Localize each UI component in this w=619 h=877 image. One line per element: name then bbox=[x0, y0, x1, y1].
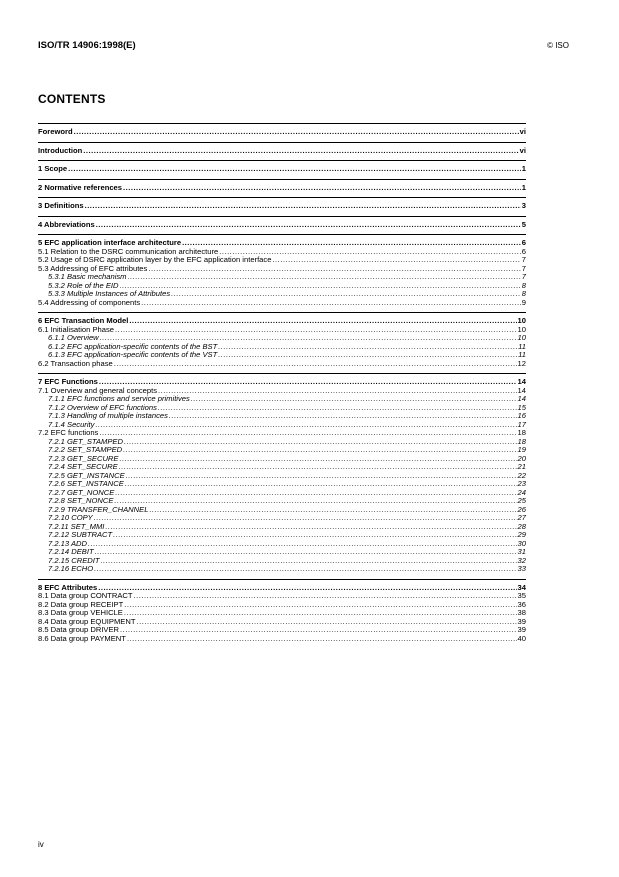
dot-leader bbox=[115, 489, 516, 498]
toc-entry-title: 7.2.10 COPY bbox=[48, 513, 93, 522]
dot-leader bbox=[191, 395, 517, 404]
dot-leader bbox=[120, 626, 517, 635]
toc-entry-title: 6 EFC Transaction Model bbox=[38, 316, 129, 325]
toc-entry-title: 7.1.3 Handling of multiple instances bbox=[48, 411, 168, 420]
dot-leader bbox=[158, 404, 517, 413]
toc-entry[interactable] bbox=[38, 635, 526, 644]
dot-leader bbox=[272, 256, 520, 265]
toc-entry-page: 14 bbox=[517, 385, 526, 395]
dot-leader bbox=[126, 472, 517, 481]
toc-entry-page: 1 bbox=[521, 182, 526, 192]
toc-entry-page: 22 bbox=[517, 470, 526, 480]
toc-entry[interactable] bbox=[38, 165, 526, 174]
toc-entry-page: 7 bbox=[521, 263, 526, 273]
toc-entry[interactable] bbox=[38, 147, 526, 156]
toc-entry-title: 7.1 Overview and general concepts bbox=[38, 385, 158, 395]
toc-entry-title: 7.2.11 SET_MMI bbox=[48, 521, 105, 531]
copyright-notice: © ISO bbox=[547, 41, 569, 50]
page-title: CONTENTS bbox=[38, 92, 106, 106]
dot-leader bbox=[119, 463, 517, 472]
dot-leader bbox=[128, 273, 521, 282]
section-divider bbox=[38, 234, 526, 235]
section-divider bbox=[38, 160, 526, 161]
toc-entry-page: 1 bbox=[521, 164, 526, 173]
dot-leader bbox=[94, 514, 517, 523]
dot-leader bbox=[149, 506, 516, 515]
toc-entry-page: 36 bbox=[517, 599, 526, 609]
toc-entry-page: 23 bbox=[517, 479, 526, 488]
dot-leader bbox=[88, 540, 517, 549]
toc-entry-page: 10 bbox=[517, 333, 526, 342]
dot-leader bbox=[123, 446, 516, 455]
section-divider bbox=[38, 197, 526, 198]
dot-leader bbox=[99, 429, 516, 438]
toc-entry-page: 26 bbox=[517, 504, 526, 514]
table-of-contents bbox=[38, 118, 526, 643]
toc-entry-page: 38 bbox=[517, 608, 526, 617]
toc-entry-page: 10 bbox=[517, 324, 526, 334]
toc-entry-page: 28 bbox=[517, 521, 526, 531]
section-divider bbox=[38, 179, 526, 180]
toc-entry-page: 18 bbox=[517, 428, 526, 437]
toc-entry[interactable] bbox=[38, 202, 526, 211]
toc-entry[interactable] bbox=[38, 506, 526, 515]
toc-entry-page: 3 bbox=[521, 201, 526, 210]
toc-entry-title: 4 Abbreviations bbox=[38, 219, 95, 229]
toc-entry-page: 6 bbox=[521, 246, 526, 256]
toc-entry-page: 19 bbox=[517, 445, 526, 454]
toc-entry-title: 7.2.6 SET_INSTANCE bbox=[48, 479, 124, 488]
toc-entry-title: 8.3 Data group VEHICLE bbox=[38, 608, 123, 617]
toc-entry-page: 8 bbox=[521, 280, 526, 290]
toc-entry-title: 6.1 Initialisation Phase bbox=[38, 324, 114, 334]
toc-entry-page: 10 bbox=[517, 316, 526, 325]
dot-leader bbox=[95, 548, 517, 557]
toc-entry-page: 8 bbox=[521, 289, 526, 298]
dot-leader bbox=[68, 165, 521, 174]
dot-leader bbox=[85, 202, 521, 211]
toc-entry-title: 8 EFC Attributes bbox=[38, 582, 98, 592]
toc-entry-title: 7.1.4 Security bbox=[48, 419, 95, 429]
toc-entry-title: 8.2 Data group RECEIPT bbox=[38, 599, 124, 609]
section-divider bbox=[38, 123, 526, 124]
dot-leader bbox=[99, 378, 517, 387]
toc-entry-title: 7.2.3 GET_SECURE bbox=[48, 453, 119, 463]
toc-entry-title: 8.1 Data group CONTRACT bbox=[38, 591, 133, 600]
toc-entry-title: 7.2.12 SUBTRACT bbox=[48, 530, 113, 539]
dot-leader bbox=[124, 601, 516, 610]
dot-leader bbox=[134, 592, 517, 601]
toc-entry-page: 30 bbox=[517, 538, 526, 548]
toc-entry-page: 33 bbox=[517, 564, 526, 573]
dot-leader bbox=[83, 147, 518, 156]
toc-entry-page: 14 bbox=[517, 377, 526, 386]
toc-entry-title: 5 EFC application interface architecture bbox=[38, 238, 182, 247]
dot-leader bbox=[137, 618, 517, 627]
toc-entry-title: 7.2.15 CREDIT bbox=[48, 555, 100, 565]
toc-entry[interactable] bbox=[38, 128, 526, 137]
toc-entry-title: 5.3.1 Basic mechanism bbox=[48, 272, 127, 281]
toc-entry-page: 40 bbox=[517, 633, 526, 643]
toc-entry-title: 7.1.1 EFC functions and service primitives bbox=[48, 394, 190, 403]
toc-entry[interactable] bbox=[38, 557, 526, 566]
dot-leader bbox=[113, 531, 516, 540]
toc-entry-page: 32 bbox=[517, 555, 526, 565]
toc-entry-title: 7 EFC Functions bbox=[38, 377, 98, 386]
toc-entry-page: 11 bbox=[518, 341, 526, 351]
dot-leader bbox=[148, 265, 520, 274]
toc-entry-page: 39 bbox=[517, 625, 526, 634]
toc-entry-title: 5.3.2 Role of the EID bbox=[48, 280, 119, 290]
toc-entry-title: 7.2.1 GET_STAMPED bbox=[48, 436, 123, 446]
toc-entry[interactable] bbox=[38, 326, 526, 335]
toc-entry-title: 8.4 Data group EQUIPMENT bbox=[38, 616, 136, 626]
toc-entry[interactable] bbox=[38, 514, 526, 523]
toc-entry-title: 7.2.4 SET_SECURE bbox=[48, 462, 118, 471]
toc-entry-page: 24 bbox=[517, 487, 526, 497]
toc-entry-page: 7 bbox=[521, 255, 526, 264]
toc-entry[interactable] bbox=[38, 548, 526, 557]
toc-entry-title: 5.1 Relation to the DSRC communication architecture bbox=[38, 246, 219, 256]
toc-entry-title: 6.1.1 Overview bbox=[48, 333, 99, 342]
dot-leader bbox=[171, 290, 521, 299]
dot-leader bbox=[98, 584, 516, 593]
toc-entry-title: 7.2.5 GET_INSTANCE bbox=[48, 470, 125, 480]
toc-entry[interactable] bbox=[38, 412, 526, 421]
toc-entry-title: 7.2.7 GET_NONCE bbox=[48, 487, 115, 497]
toc-entry-title: 5.3.3 Multiple Instances of Attributes bbox=[48, 289, 171, 298]
toc-entry-title: 7.2 EFC functions bbox=[38, 428, 99, 437]
toc-entry-page: 21 bbox=[517, 462, 526, 471]
dot-leader bbox=[119, 455, 516, 464]
toc-entry-title: 5.3 Addressing of EFC attributes bbox=[38, 263, 148, 273]
dot-leader bbox=[169, 412, 517, 421]
toc-entry-page: 31 bbox=[517, 547, 526, 556]
toc-entry-page: 27 bbox=[517, 513, 526, 522]
toc-entry[interactable] bbox=[38, 360, 526, 369]
toc-entry-title: Foreword bbox=[38, 127, 73, 136]
toc-entry-page: 34 bbox=[517, 582, 526, 592]
toc-entry-page: 11 bbox=[518, 350, 526, 359]
dot-leader bbox=[182, 239, 521, 248]
toc-entry-title: 1 Scope bbox=[38, 164, 68, 173]
toc-entry-page: 20 bbox=[517, 453, 526, 463]
toc-entry[interactable] bbox=[38, 531, 526, 540]
toc-entry-title: 7.2.9 TRANSFER_CHANNEL bbox=[48, 504, 149, 514]
toc-entry-title: 7.2.13 ADD bbox=[48, 538, 87, 548]
dot-leader bbox=[114, 360, 517, 369]
toc-entry-title: 8.6 Data group PAYMENT bbox=[38, 633, 126, 643]
section-divider bbox=[38, 579, 526, 580]
toc-entry[interactable] bbox=[38, 299, 526, 308]
toc-entry-title: 2 Normative references bbox=[38, 182, 122, 192]
toc-entry[interactable] bbox=[38, 221, 526, 230]
dot-leader bbox=[114, 497, 516, 506]
toc-entry-title: 7.2.16 ECHO bbox=[48, 564, 94, 573]
dot-leader bbox=[158, 387, 517, 396]
dot-leader bbox=[74, 128, 519, 137]
toc-entry-page: 16 bbox=[517, 411, 526, 420]
toc-entry-title: 8.5 Data group DRIVER bbox=[38, 625, 120, 634]
toc-entry[interactable] bbox=[38, 565, 526, 574]
toc-entry-page: 15 bbox=[517, 402, 526, 412]
dot-leader bbox=[141, 299, 521, 308]
dot-leader bbox=[95, 421, 516, 430]
dot-leader bbox=[127, 635, 517, 644]
page-number: iv bbox=[38, 840, 44, 849]
section-divider bbox=[38, 216, 526, 217]
dot-leader bbox=[124, 438, 517, 447]
toc-entry-page: 39 bbox=[517, 616, 526, 626]
section-divider bbox=[38, 142, 526, 143]
dot-leader bbox=[125, 480, 517, 489]
dot-leader bbox=[105, 523, 516, 532]
dot-leader bbox=[218, 343, 517, 352]
toc-entry-title: 7.2.14 DEBIT bbox=[48, 547, 94, 556]
dot-leader bbox=[123, 184, 521, 193]
toc-entry-title: 7.2.8 SET_NONCE bbox=[48, 496, 114, 505]
section-divider bbox=[38, 312, 526, 313]
toc-entry-page: 14 bbox=[517, 394, 526, 403]
toc-entry-title: 5.2 Usage of DSRC application layer by the EFC application interface bbox=[38, 255, 272, 264]
section-divider bbox=[38, 373, 526, 374]
toc-entry-title: 7.2.2 SET_STAMPED bbox=[48, 445, 123, 454]
dot-leader bbox=[101, 557, 517, 566]
toc-entry-page: 25 bbox=[517, 496, 526, 505]
toc-entry-page: vi bbox=[519, 145, 526, 155]
toc-entry-page: 7 bbox=[521, 272, 526, 281]
toc-entry-page: 9 bbox=[521, 297, 526, 307]
toc-entry-page: 12 bbox=[517, 358, 526, 368]
dot-leader bbox=[124, 609, 517, 618]
dot-leader bbox=[94, 565, 516, 574]
toc-entry-title: 5.4 Addressing of components bbox=[38, 297, 141, 307]
dot-leader bbox=[218, 351, 517, 360]
dot-leader bbox=[115, 326, 517, 335]
document-id: ISO/TR 14906:1998(E) bbox=[38, 40, 136, 51]
toc-entry[interactable] bbox=[38, 540, 526, 549]
toc-entry-title: 6.2 Transaction phase bbox=[38, 358, 113, 368]
toc-entry-title: 3 Definitions bbox=[38, 201, 84, 210]
toc-entry[interactable] bbox=[38, 421, 526, 430]
dot-leader bbox=[120, 282, 521, 291]
toc-entry-page: 17 bbox=[517, 419, 526, 429]
toc-entry-page: 6 bbox=[521, 238, 526, 247]
toc-entry-title: 6.1.3 EFC application-specific contents of the VST bbox=[48, 350, 218, 359]
toc-entry-page: 18 bbox=[517, 436, 526, 446]
toc-entry-title: Introduction bbox=[38, 145, 83, 155]
toc-entry-page: 29 bbox=[517, 530, 526, 539]
toc-entry-title: 6.1.2 EFC application-specific contents of the BST bbox=[48, 341, 218, 351]
toc-entry-page: 35 bbox=[517, 591, 526, 600]
dot-leader bbox=[96, 221, 521, 230]
toc-entry-page: 5 bbox=[521, 219, 526, 229]
toc-entry-title: 7.1.2 Overview of EFC functions bbox=[48, 402, 157, 412]
dot-leader bbox=[129, 317, 516, 326]
toc-entry-page: vi bbox=[519, 127, 526, 136]
toc-entry[interactable] bbox=[38, 184, 526, 193]
